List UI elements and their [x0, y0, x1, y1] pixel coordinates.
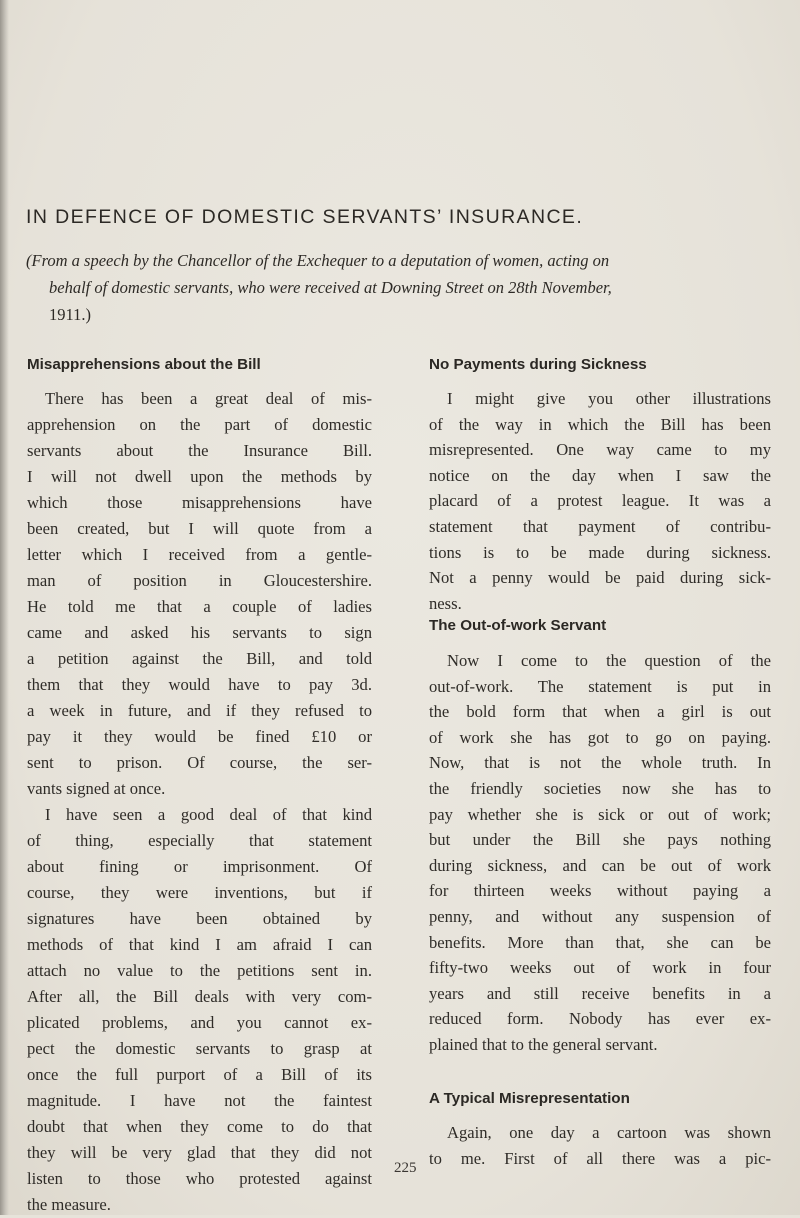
text-line: listen to those who protested against	[27, 1169, 372, 1188]
text-line: apprehension on the part of domestic	[27, 415, 372, 434]
text-line: misrepresented. One way came to my	[429, 440, 771, 460]
paragraph	[429, 648, 771, 1058]
text-line: notice on the day when I saw the	[429, 465, 771, 485]
text-line: a petition against the Bill, and told	[27, 649, 372, 668]
text-line: fifty-two weeks out of work in four	[429, 958, 771, 978]
text-line: I might give you other illustrations	[447, 389, 771, 408]
text-line: statement that payment of contribu-	[429, 516, 771, 536]
text-line: for thirteen weeks without paying a	[429, 881, 771, 901]
text-line: came and asked his servants to sign	[27, 623, 372, 642]
section-heading: A Typical Misrepresentation	[429, 1090, 630, 1107]
text-line: pay it they would be fined £10 or	[27, 727, 372, 746]
paragraph	[429, 386, 771, 616]
text-line: the friendly societies now she has to	[429, 778, 771, 798]
intro-line: (From a speech by the Chancellor of the Exchequer to a deputation of women, acting on	[26, 251, 610, 270]
section-heading: No Payments during Sickness	[429, 356, 647, 373]
page-edge-shadow	[0, 0, 9, 1215]
page-number: 225	[394, 1160, 417, 1176]
section-heading: The Out-of-work Servant	[429, 617, 607, 634]
text-line: servants about the Insurance Bill.	[27, 441, 372, 460]
text-line: of the way in which the Bill has been	[429, 414, 771, 434]
text-line: Again, one day a cartoon was shown	[447, 1123, 771, 1142]
section-heading: Misapprehensions about the Bill	[27, 356, 261, 373]
text-line: tions is to be made during sickness.	[429, 542, 771, 562]
paragraph	[27, 802, 372, 1218]
text-line: once the full purport of a Bill of its	[27, 1065, 372, 1084]
text-line: of thing, especially that statement	[27, 831, 372, 850]
text-line: pect the domestic servants to grasp at	[27, 1039, 372, 1058]
text-line: but under the Bill she pays nothing	[429, 830, 771, 850]
text-line: a week in future, and if they refused to	[27, 701, 372, 720]
intro-note	[26, 247, 786, 328]
paragraph	[27, 386, 372, 802]
text-line: which those misapprehensions have	[27, 493, 372, 512]
text-line: methods of that kind I am afraid I can	[27, 935, 372, 954]
text-line: the bold form that when a girl is out	[429, 702, 771, 722]
text-line: signatures have been obtained by	[27, 909, 372, 928]
text-line: ness.	[429, 593, 462, 613]
text-line: out-of-work. The statement is put in	[429, 676, 771, 696]
text-line: during sickness, and can be out of work	[429, 855, 771, 875]
text-line: been created, but I will quote from a	[27, 519, 372, 538]
text-line: reduced form. Nobody has ever ex-	[429, 1009, 771, 1029]
intro-line: behalf of domestic servants, who were received at Downing Street on 28th November,	[49, 278, 612, 297]
text-line: they will be very glad that they did not	[27, 1143, 372, 1162]
text-line: man of position in Gloucestershire.	[27, 571, 372, 590]
text-line: magnitude. I have not the faintest	[27, 1091, 372, 1110]
text-line: I have seen a good deal of that kind	[45, 805, 372, 824]
text-line: I will not dwell upon the methods by	[27, 467, 372, 486]
text-line: plicated problems, and you cannot ex-	[27, 1013, 372, 1032]
text-line: After all, the Bill deals with very com-	[27, 987, 372, 1006]
intro-line: 1911.)	[49, 305, 92, 324]
text-line: plained that to the general servant.	[429, 1034, 658, 1054]
text-line: them that they would have to pay 3d.	[27, 675, 372, 694]
text-line: benefits. More than that, she can be	[429, 932, 771, 952]
text-line: vants signed at once.	[27, 779, 166, 798]
text-line: Now I come to the question of the	[447, 651, 771, 670]
text-line: sent to prison. Of course, the ser-	[27, 753, 372, 772]
text-line: penny, and without any suspension of	[429, 906, 771, 926]
text-line: of work she has got to go on paying.	[429, 727, 771, 747]
article-title: IN DEFENCE OF DOMESTIC SERVANTS’ INSURANCE.	[26, 206, 584, 228]
text-line: course, they were inventions, but if	[27, 883, 372, 902]
text-line: doubt that when they come to do that	[27, 1117, 372, 1136]
text-line: Not a penny would be paid during sick-	[429, 568, 771, 588]
text-line: about fining or imprisonment. Of	[27, 857, 372, 876]
text-line: There has been a great deal of mis-	[45, 389, 372, 408]
text-line: letter which I received from a gentle-	[27, 545, 372, 564]
text-line: He told me that a couple of ladies	[27, 597, 372, 616]
text-line: the measure.	[27, 1195, 111, 1214]
text-line: years and still receive benefits in a	[429, 983, 771, 1003]
text-line: placard of a protest league. It was a	[429, 491, 771, 511]
text-line: Now, that is not the whole truth. In	[429, 753, 771, 773]
text-line: pay whether she is sick or out of work;	[429, 804, 771, 824]
text-line: attach no value to the petitions sent in.	[27, 961, 372, 980]
paragraph	[429, 1120, 771, 1171]
text-line: to me. First of all there was a pic-	[429, 1148, 771, 1168]
